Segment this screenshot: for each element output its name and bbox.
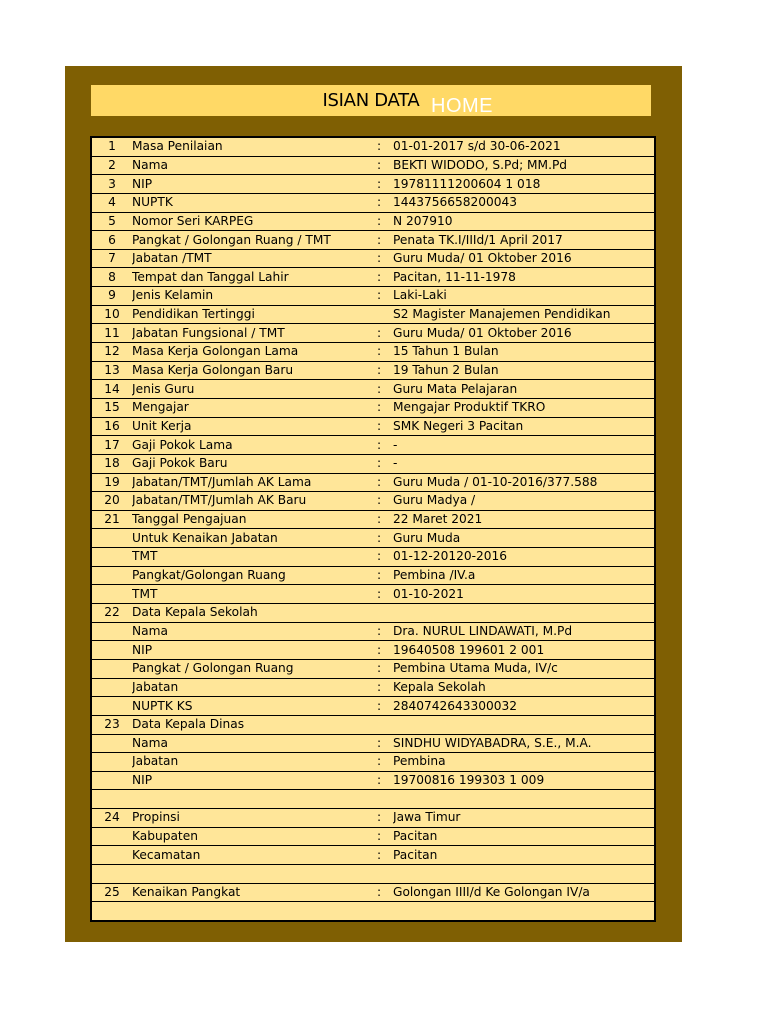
row-number: 14 — [91, 380, 132, 399]
row-label: Jabatan — [132, 753, 377, 772]
row-number: 12 — [91, 343, 132, 362]
row-number — [91, 846, 132, 865]
table-row — [91, 361, 655, 380]
row-value: 22 Maret 2021 — [393, 510, 655, 529]
table-row — [91, 492, 655, 511]
table-row — [91, 604, 655, 623]
row-label: NUPTK KS — [132, 697, 377, 716]
row-colon: : — [377, 193, 393, 212]
row-value — [393, 902, 655, 921]
row-number: 17 — [91, 436, 132, 455]
row-label: Jabatan /TMT — [132, 249, 377, 268]
row-label: Nomor Seri KARPEG — [132, 212, 377, 231]
table-row — [91, 883, 655, 902]
row-colon: : — [377, 585, 393, 604]
row-number: 25 — [91, 883, 132, 902]
row-label: Propinsi — [132, 809, 377, 828]
row-label: Jenis Kelamin — [132, 287, 377, 306]
table-row — [91, 454, 655, 473]
row-number — [91, 734, 132, 753]
row-colon: : — [377, 809, 393, 828]
row-colon: : — [377, 473, 393, 492]
row-value: Penata TK.I/IIId/1 April 2017 — [393, 231, 655, 250]
row-colon — [377, 902, 393, 921]
table-row — [91, 846, 655, 865]
row-colon: : — [377, 622, 393, 641]
row-label: Masa Kerja Golongan Baru — [132, 361, 377, 380]
row-value: 15 Tahun 1 Bulan — [393, 343, 655, 362]
table-row — [91, 790, 655, 809]
row-number: 7 — [91, 249, 132, 268]
row-number: 9 — [91, 287, 132, 306]
row-colon: : — [377, 156, 393, 175]
row-label: Jabatan/TMT/Jumlah AK Baru — [132, 492, 377, 511]
table-row — [91, 902, 655, 921]
row-colon: : — [377, 827, 393, 846]
row-value: Pembina — [393, 753, 655, 772]
row-colon: : — [377, 454, 393, 473]
row-label: NIP — [132, 641, 377, 660]
row-number: 24 — [91, 809, 132, 828]
row-label: Masa Kerja Golongan Lama — [132, 343, 377, 362]
table-row — [91, 771, 655, 790]
row-value: 19 Tahun 2 Bulan — [393, 361, 655, 380]
row-value: BEKTI WIDODO, S.Pd; MM.Pd — [393, 156, 655, 175]
row-colon: : — [377, 417, 393, 436]
row-label: Jenis Guru — [132, 380, 377, 399]
row-number: 16 — [91, 417, 132, 436]
row-number — [91, 566, 132, 585]
row-number: 13 — [91, 361, 132, 380]
row-value — [393, 604, 655, 623]
table-row — [91, 343, 655, 362]
table-row — [91, 641, 655, 660]
row-colon: : — [377, 659, 393, 678]
row-label: TMT — [132, 548, 377, 567]
row-value: SMK Negeri 3 Pacitan — [393, 417, 655, 436]
row-colon: : — [377, 734, 393, 753]
row-value: Laki-Laki — [393, 287, 655, 306]
row-value: Pembina Utama Muda, IV/c — [393, 659, 655, 678]
table-row — [91, 305, 655, 324]
row-value: 1443756658200043 — [393, 193, 655, 212]
row-number: 1 — [91, 137, 132, 156]
row-colon: : — [377, 492, 393, 511]
row-colon: : — [377, 436, 393, 455]
row-number: 10 — [91, 305, 132, 324]
table-row — [91, 827, 655, 846]
row-colon: : — [377, 548, 393, 567]
table-row — [91, 473, 655, 492]
row-colon: : — [377, 343, 393, 362]
data-table — [90, 136, 656, 922]
table-row — [91, 380, 655, 399]
home-link[interactable]: HOME — [431, 95, 493, 117]
row-colon — [377, 604, 393, 623]
row-colon: : — [377, 287, 393, 306]
row-label: Nama — [132, 734, 377, 753]
row-label: Pangkat / Golongan Ruang — [132, 659, 377, 678]
row-number: 15 — [91, 398, 132, 417]
row-number: 23 — [91, 715, 132, 734]
row-value: - — [393, 436, 655, 455]
row-label: Pangkat/Golongan Ruang — [132, 566, 377, 585]
row-number — [91, 641, 132, 660]
row-number — [91, 678, 132, 697]
table-row — [91, 398, 655, 417]
row-label: Kenaikan Pangkat — [132, 883, 377, 902]
row-number: 8 — [91, 268, 132, 287]
row-number — [91, 659, 132, 678]
row-number — [91, 827, 132, 846]
row-label: Data Kepala Sekolah — [132, 604, 377, 623]
row-colon: : — [377, 324, 393, 343]
row-value: Kepala Sekolah — [393, 678, 655, 697]
row-label: Jabatan — [132, 678, 377, 697]
row-value: SINDHU WIDYABADRA, S.E., M.A. — [393, 734, 655, 753]
row-colon — [377, 305, 393, 324]
row-value: Guru Muda / 01-10-2016/377.588 — [393, 473, 655, 492]
row-colon: : — [377, 268, 393, 287]
row-value: Pacitan, 11-11-1978 — [393, 268, 655, 287]
row-label: Mengajar — [132, 398, 377, 417]
row-value: Guru Mata Pelajaran — [393, 380, 655, 399]
row-number: 18 — [91, 454, 132, 473]
row-label — [132, 790, 377, 809]
row-colon: : — [377, 231, 393, 250]
row-colon: : — [377, 883, 393, 902]
row-label: Untuk Kenaikan Jabatan — [132, 529, 377, 548]
row-value: Mengajar Produktif TKRO — [393, 398, 655, 417]
row-label: Kabupaten — [132, 827, 377, 846]
row-colon: : — [377, 249, 393, 268]
row-value: Pacitan — [393, 827, 655, 846]
row-value: 19781111200604 1 018 — [393, 175, 655, 194]
row-number: 19 — [91, 473, 132, 492]
row-colon: : — [377, 361, 393, 380]
row-number — [91, 753, 132, 772]
table-row — [91, 585, 655, 604]
table-row — [91, 324, 655, 343]
row-label: Kecamatan — [132, 846, 377, 865]
row-value: Guru Madya / — [393, 492, 655, 511]
row-value: Guru Muda — [393, 529, 655, 548]
table-row — [91, 529, 655, 548]
row-colon: : — [377, 697, 393, 716]
table-row — [91, 678, 655, 697]
row-label: Nama — [132, 622, 377, 641]
row-label: Tempat dan Tanggal Lahir — [132, 268, 377, 287]
row-number — [91, 771, 132, 790]
row-value: Guru Muda/ 01 Oktober 2016 — [393, 249, 655, 268]
row-colon — [377, 790, 393, 809]
row-number — [91, 548, 132, 567]
row-label: NIP — [132, 175, 377, 194]
page-title: ISIAN DATA — [322, 90, 420, 111]
table-row — [91, 734, 655, 753]
table-row — [91, 697, 655, 716]
table-row — [91, 231, 655, 250]
table-row — [91, 864, 655, 883]
row-colon: : — [377, 641, 393, 660]
table-row — [91, 566, 655, 585]
table-row — [91, 287, 655, 306]
row-value — [393, 864, 655, 883]
row-number — [91, 790, 132, 809]
row-colon: : — [377, 678, 393, 697]
row-colon: : — [377, 529, 393, 548]
row-number: 6 — [91, 231, 132, 250]
table-row — [91, 436, 655, 455]
row-colon: : — [377, 137, 393, 156]
table-row — [91, 175, 655, 194]
row-number — [91, 864, 132, 883]
row-value: 01-10-2021 — [393, 585, 655, 604]
title-bar — [91, 85, 651, 116]
row-value: Pacitan — [393, 846, 655, 865]
row-label: TMT — [132, 585, 377, 604]
row-value — [393, 790, 655, 809]
table-row — [91, 212, 655, 231]
row-label: NIP — [132, 771, 377, 790]
row-label: Gaji Pokok Lama — [132, 436, 377, 455]
row-colon: : — [377, 398, 393, 417]
row-number: 4 — [91, 193, 132, 212]
row-value: 01-12-20120-2016 — [393, 548, 655, 567]
row-label: NUPTK — [132, 193, 377, 212]
row-number: 5 — [91, 212, 132, 231]
row-value: S2 Magister Manajemen Pendidikan — [393, 305, 655, 324]
row-label: Gaji Pokok Baru — [132, 454, 377, 473]
table-row — [91, 417, 655, 436]
row-value: Pembina /IV.a — [393, 566, 655, 585]
table-row — [91, 753, 655, 772]
row-label — [132, 864, 377, 883]
row-value: N 207910 — [393, 212, 655, 231]
row-colon: : — [377, 175, 393, 194]
row-number — [91, 902, 132, 921]
row-colon — [377, 715, 393, 734]
row-colon: : — [377, 380, 393, 399]
row-number: 21 — [91, 510, 132, 529]
row-label: Jabatan Fungsional / TMT — [132, 324, 377, 343]
row-colon: : — [377, 510, 393, 529]
row-number — [91, 529, 132, 548]
row-value: Jawa Timur — [393, 809, 655, 828]
row-number: 2 — [91, 156, 132, 175]
table-row — [91, 156, 655, 175]
row-number: 20 — [91, 492, 132, 511]
row-number: 22 — [91, 604, 132, 623]
table-row — [91, 193, 655, 212]
row-value: 01-01-2017 s/d 30-06-2021 — [393, 137, 655, 156]
table-row — [91, 268, 655, 287]
row-label: Pendidikan Tertinggi — [132, 305, 377, 324]
table-row — [91, 622, 655, 641]
row-label: Pangkat / Golongan Ruang / TMT — [132, 231, 377, 250]
row-value: 2840742643300032 — [393, 697, 655, 716]
table-row — [91, 659, 655, 678]
data-table-body — [91, 137, 655, 921]
row-label: Data Kepala Dinas — [132, 715, 377, 734]
row-colon: : — [377, 771, 393, 790]
table-row — [91, 809, 655, 828]
row-number — [91, 622, 132, 641]
row-label: Jabatan/TMT/Jumlah AK Lama — [132, 473, 377, 492]
row-value: 19640508 199601 2 001 — [393, 641, 655, 660]
row-number: 11 — [91, 324, 132, 343]
row-label: Masa Penilaian — [132, 137, 377, 156]
row-value: 19700816 199303 1 009 — [393, 771, 655, 790]
row-number — [91, 585, 132, 604]
row-colon — [377, 864, 393, 883]
row-value — [393, 715, 655, 734]
row-value: Guru Muda/ 01 Oktober 2016 — [393, 324, 655, 343]
row-number — [91, 697, 132, 716]
table-row — [91, 715, 655, 734]
table-row — [91, 510, 655, 529]
table-row — [91, 137, 655, 156]
table-row — [91, 249, 655, 268]
row-value: Golongan IIII/d Ke Golongan IV/a — [393, 883, 655, 902]
row-colon: : — [377, 846, 393, 865]
row-colon: : — [377, 212, 393, 231]
row-value: - — [393, 454, 655, 473]
row-label — [132, 902, 377, 921]
row-label: Unit Kerja — [132, 417, 377, 436]
row-value: Dra. NURUL LINDAWATI, M.Pd — [393, 622, 655, 641]
row-label: Tanggal Pengajuan — [132, 510, 377, 529]
row-colon: : — [377, 753, 393, 772]
row-colon: : — [377, 566, 393, 585]
row-label: Nama — [132, 156, 377, 175]
table-row — [91, 548, 655, 567]
row-number: 3 — [91, 175, 132, 194]
